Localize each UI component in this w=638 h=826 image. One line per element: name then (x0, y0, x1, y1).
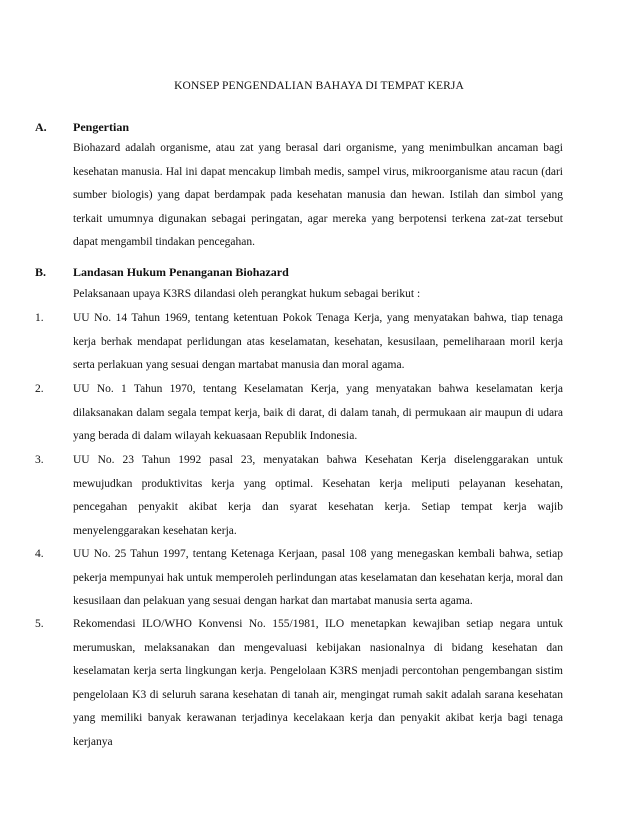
list-item-text: Rekomendasi ILO/WHO Konvensi No. 155/1981, ILO menetapkan kewajiban setiap negara untuk merumuskan, melaksanakan dan mengevaluasi kebijakan nasionalnya di bidang kesehatan dan keselamatan kerja serta lingkungan kerja. Pengelolaan K3RS menjadi percontohan pengembangan sistim pengelolaan K3 di seluruh sarana kesehatan di tanah air, mengingat rumah sakit adalah sarana kesehatan yang memiliki banyak kerawanan terjadinya kecelakaan kerja dan penyakit akibat kerja bagi tenaga kerjanya (73, 618, 563, 748)
list-item-number: 3. (35, 454, 44, 466)
document-title: KONSEP PENGENDALIAN BAHAYA DI TEMPAT KERJA (174, 80, 464, 92)
section-b-intro: Pelaksanaan upaya K3RS dilandasi oleh perangkat hukum sebagai berikut : (73, 288, 421, 300)
list-item-text: UU No. 14 Tahun 1969, tentang ketentuan Pokok Tenaga Kerja, yang menyatakan bahwa, tiap tenaga kerja berhak mendapat perlidungan atas keselamatan, kesehatan, kesusilaan, pemeliharaan moril kerja serta perlakuan yang sesuai dengan martabat manusia dan moral agama. (73, 312, 563, 372)
section-b-label: B. (35, 265, 47, 279)
list-item-number: 5. (35, 618, 44, 630)
section-a-label: A. (35, 120, 47, 134)
list-item (35, 449, 563, 543)
list-item-text: UU No. 23 Tahun 1992 pasal 23, menyatakan bahwa Kesehatan Kerja diselenggarakan untuk mewujudkan produktivitas kerja yang optimal. Kesehatan kerja meliputi pelayanan kesehatan, pencegahan penyakit akibat kerja dan syarat kesehatan kerja. Setiap tempat kerja wajib menyelenggarakan kesehatan kerja. (73, 454, 563, 537)
section-a-paragraph: Biohazard adalah organisme, atau zat yang berasal dari organisme, yang menimbulkan ancaman bagi kesehatan manusia. Hal ini dapat mencakup limbah medis, sampel virus, mikroorganisme atau racun (dari sumber biologis) yang dapat berdampak pada kesehatan manusia dan hewan. Istilah dan simbol yang terkait umumnya digunakan sebagai peringatan, agar mereka yang berpotensi terkena zat-zat tersebut dapat mengambil tindakan pencegahan. (73, 142, 563, 249)
list-item-text: UU No. 1 Tahun 1970, tentang Keselamatan Kerja, yang menyatakan bahwa keselamatan kerja dilaksanakan dalam segala tempat kerja, baik di darat, di dalam tanah, di permukaan air maupun di udara yang berada di dalam wilayah kekuasaan Republik Indonesia. (73, 383, 563, 443)
list-item (35, 543, 563, 614)
section-a-heading (35, 120, 129, 135)
list-item-number: 1. (35, 312, 44, 324)
section-b-heading (35, 265, 289, 280)
section-b-title: Landasan Hukum Penanganan Biohazard (73, 265, 289, 279)
list-item (35, 307, 563, 378)
list-item-number: 4. (35, 548, 44, 560)
list-item (35, 613, 563, 755)
list-item-text: UU No. 25 Tahun 1997, tentang Ketenaga Kerjaan, pasal 108 yang menegaskan kembali bahwa, setiap pekerja mempunyai hak untuk memperoleh perlindungan atas keselamatan dan kesehatan kerja, moral dan kesusilaan dan pelakuan yang sesuai dengan harkat dan martabat manusia serta agama. (73, 548, 563, 608)
list-item (35, 378, 563, 449)
list-item-number: 2. (35, 383, 44, 395)
section-a-title: Pengertian (73, 120, 129, 134)
